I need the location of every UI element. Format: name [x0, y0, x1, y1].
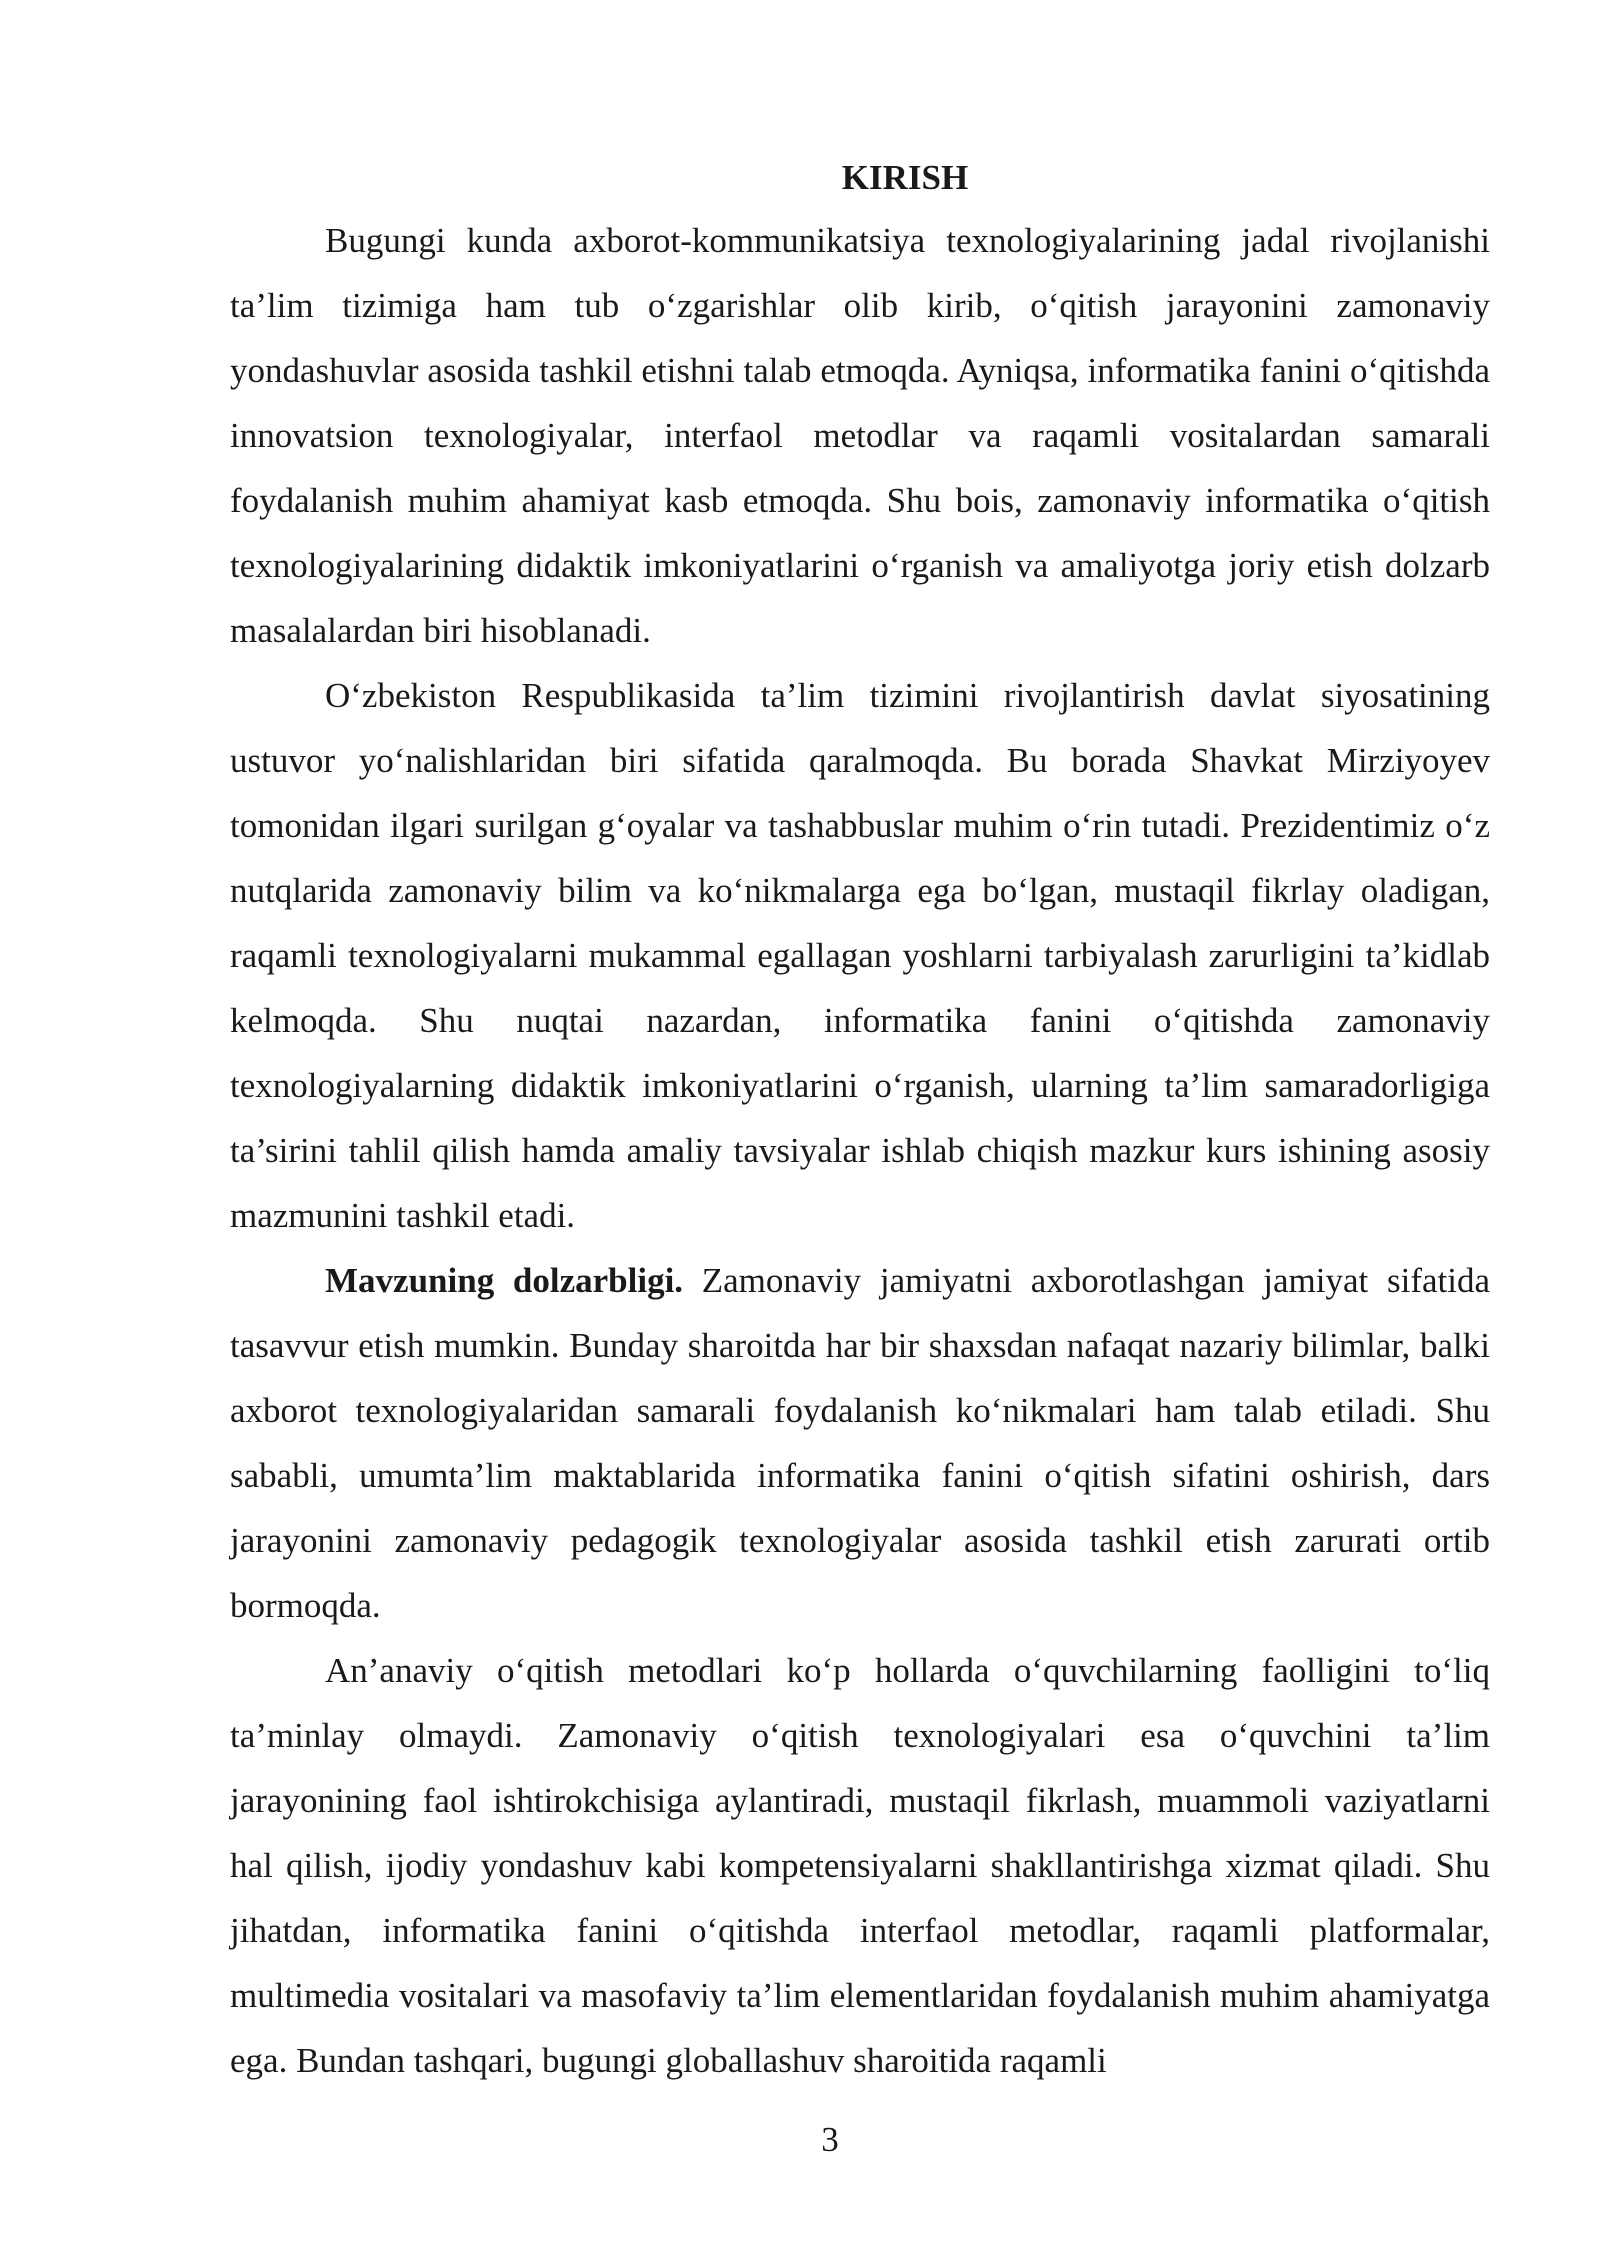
- page-number: 3: [821, 2120, 839, 2159]
- paragraph: [230, 208, 1490, 663]
- page-body: [230, 148, 1490, 2093]
- paragraph: [230, 1638, 1490, 2093]
- paragraph-text: An’anaviy o‘qitish metodlari ko‘p hollarda o‘quvchilarning faolligini to‘liq ta’minlay olmaydi. Zamonaviy o‘qitish texnologiyalari esa o‘quvchini ta’lim jarayonining faol ishtirokchisiga aylantiradi, mustaqil fikrlash, muammoli vaziyatlarni hal qilish, ijodiy yondashuv kabi kompetensiyalarni shakllantirishga xizmat qiladi. Shu jihatdan, informatika fanini o‘qitishda interfaol metodlar, raqamli platformalar, multimedia vositalari va masofaviy ta’lim elementlaridan foydalanish muhim ahamiyatga ega. Bundan tashqari, bugungi globallashuv sharoitida raqamli: [230, 1651, 1490, 2080]
- paragraph: [230, 1248, 1490, 1638]
- section-heading: KIRISH: [841, 158, 969, 197]
- paragraph-text: Zamonaviy jamiyatni axborotlashgan jamiyat sifatida tasavvur etish mumkin. Bunday sharoitda har bir shaxsdan nafaqat nazariy bilimlar, balki axborot texnologiyalaridan samarali foydalanish ko‘nikmalari ham talab etiladi. Shu sababli, umumta’lim maktablarida informatika fanini o‘qitish sifatini oshirish, dars jarayonini zamonaviy pedagogik texnologiyalar asosida tashkil etish zarurati ortib bormoqda.: [230, 1261, 1490, 1625]
- paragraph: [230, 663, 1490, 1248]
- paragraph-text: O‘zbekiston Respublikasida ta’lim tizimini rivojlantirish davlat siyosatining ustuvor yo‘nalishlaridan biri sifatida qaralmoqda. Bu borada Shavkat Mirziyoyev tomonidan ilgari surilgan g‘oyalar va tashabbuslar muhim o‘rin tutadi. Prezidentimiz o‘z nutqlarida zamonaviy bilim va ko‘nikmalarga ega bo‘lgan, mustaqil fikrlay oladigan, raqamli texnologiyalarni mukammal egallagan yoshlarni tarbiyalash zarurligini ta’kidlab kelmoqda. Shu nuqtai nazardan, informatika fanini o‘qitishda zamonaviy texnologiyalarning didaktik imkoniyatlarini o‘rganish, ularning ta’lim samaradorligiga ta’sirini tahlil qilish hamda amaliy tavsiyalar ishlab chiqish mazkur kurs ishining asosiy mazmunini tashkil etadi.: [230, 676, 1490, 1235]
- paragraph-text: Bugungi kunda axborot-kommunikatsiya texnologiyalarining jadal rivojlanishi ta’lim tizimiga ham tub o‘zgarishlar olib kirib, o‘qitish jarayonini zamonaviy yondashuvlar asosida tashkil etishni talab etmoqda. Ayniqsa, informatika fanini o‘qitishda innovatsion texnologiyalar, interfaol metodlar va raqamli vositalardan samarali foydalanish muhim ahamiyat kasb etmoqda. Shu bois, zamonaviy informatika o‘qitish texnologiyalarining didaktik imkoniyatlarini o‘rganish va amaliyotga joriy etish dolzarb masalalardan biri hisoblanadi.: [230, 221, 1490, 650]
- paragraph-lead: Mavzuning dolzarbligi.: [325, 1261, 684, 1300]
